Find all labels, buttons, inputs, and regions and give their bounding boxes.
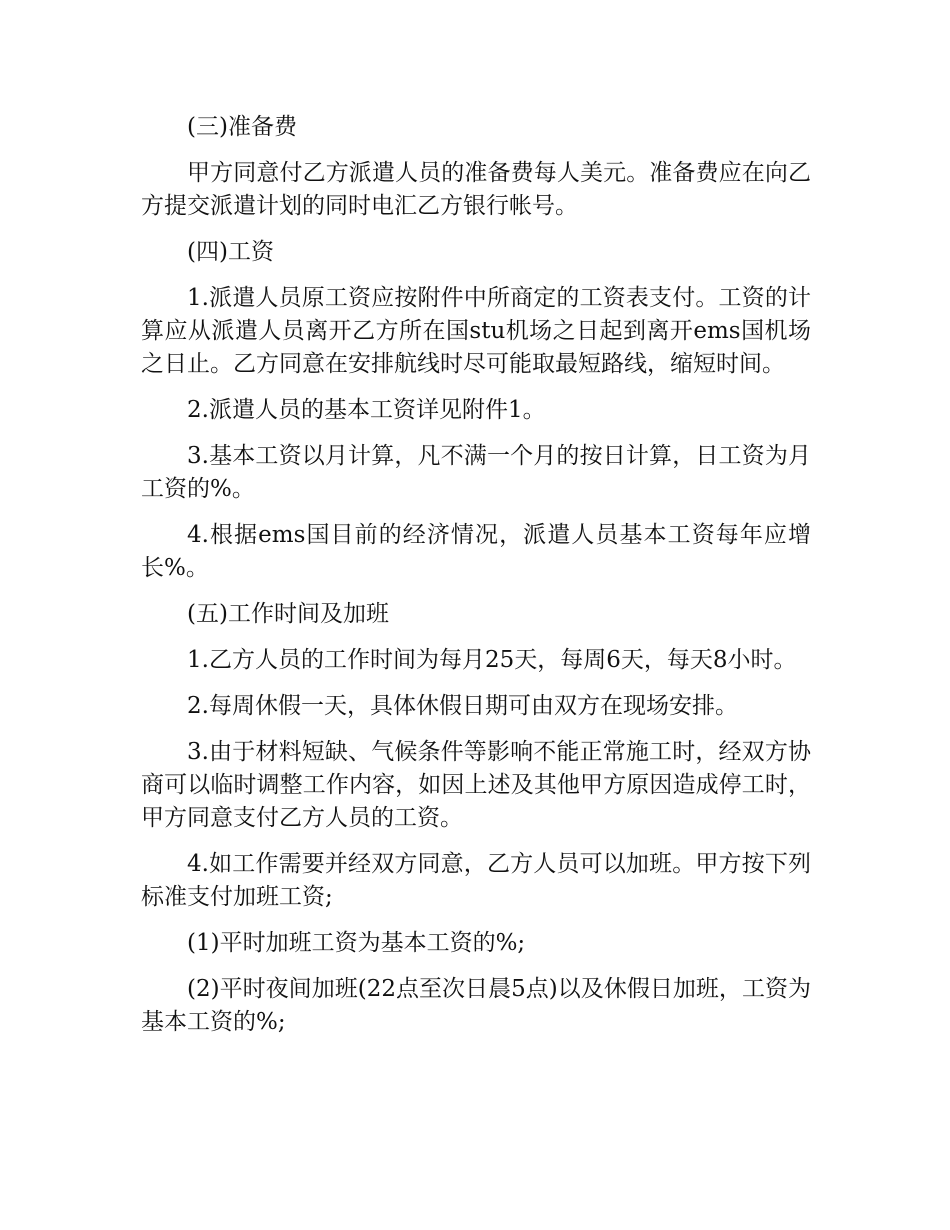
paragraph-preparation-fee: 甲方同意付乙方派遣人员的准备费每人美元。准备费应在向乙方提交派遣计划的同时电汇乙方银行帐号。 [141, 160, 811, 219]
paragraph-wage-item-3: 3.基本工资以月计算，凡不满一个月的按日计算，日工资为月工资的%。 [141, 443, 811, 502]
paragraph-wage-item-4: 4.根据ems国目前的经济情况，派遣人员基本工资每年应增长%。 [141, 522, 811, 581]
paragraph-overtime-sub-2: (2)平时夜间加班(22点至次日晨5点)以及休假日加班，工资为基本工资的%; [141, 976, 811, 1035]
section-heading-preparation-fee: (三)准备费 [187, 114, 297, 140]
paragraph-hours-item-2: 2.每周休假一天，具体休假日期可由双方在现场安排。 [187, 693, 738, 719]
paragraph-overtime-sub-1: (1)平时加班工资为基本工资的%; [187, 930, 526, 956]
document-body [141, 111, 811, 1052]
paragraph-hours-item-3: 3.由于材料短缺、气候条件等影响不能正常施工时，经双方协商可以临时调整工作内容，如因上述及其他甲方原因造成停工时，甲方同意支付乙方人员的工资。 [141, 739, 811, 831]
paragraph-wage-item-2: 2.派遣人员的基本工资详见附件1。 [187, 397, 546, 423]
paragraph-wage-item-1: 1.派遣人员原工资应按附件中所商定的工资表支付。工资的计算应从派遣人员离开乙方所在国stu机场之日起到离开ems国机场之日止。乙方同意在安排航线时尽可能取最短路线，缩短时间。 [141, 285, 811, 377]
paragraph-hours-item-1: 1.乙方人员的工作时间为每月25天，每周6天，每天8小时。 [187, 647, 797, 673]
paragraph-hours-item-4: 4.如工作需要并经双方同意，乙方人员可以加班。甲方按下列标准支付加班工资; [141, 851, 811, 910]
section-heading-wages: (四)工资 [187, 239, 274, 265]
section-heading-work-hours: (五)工作时间及加班 [187, 601, 389, 627]
